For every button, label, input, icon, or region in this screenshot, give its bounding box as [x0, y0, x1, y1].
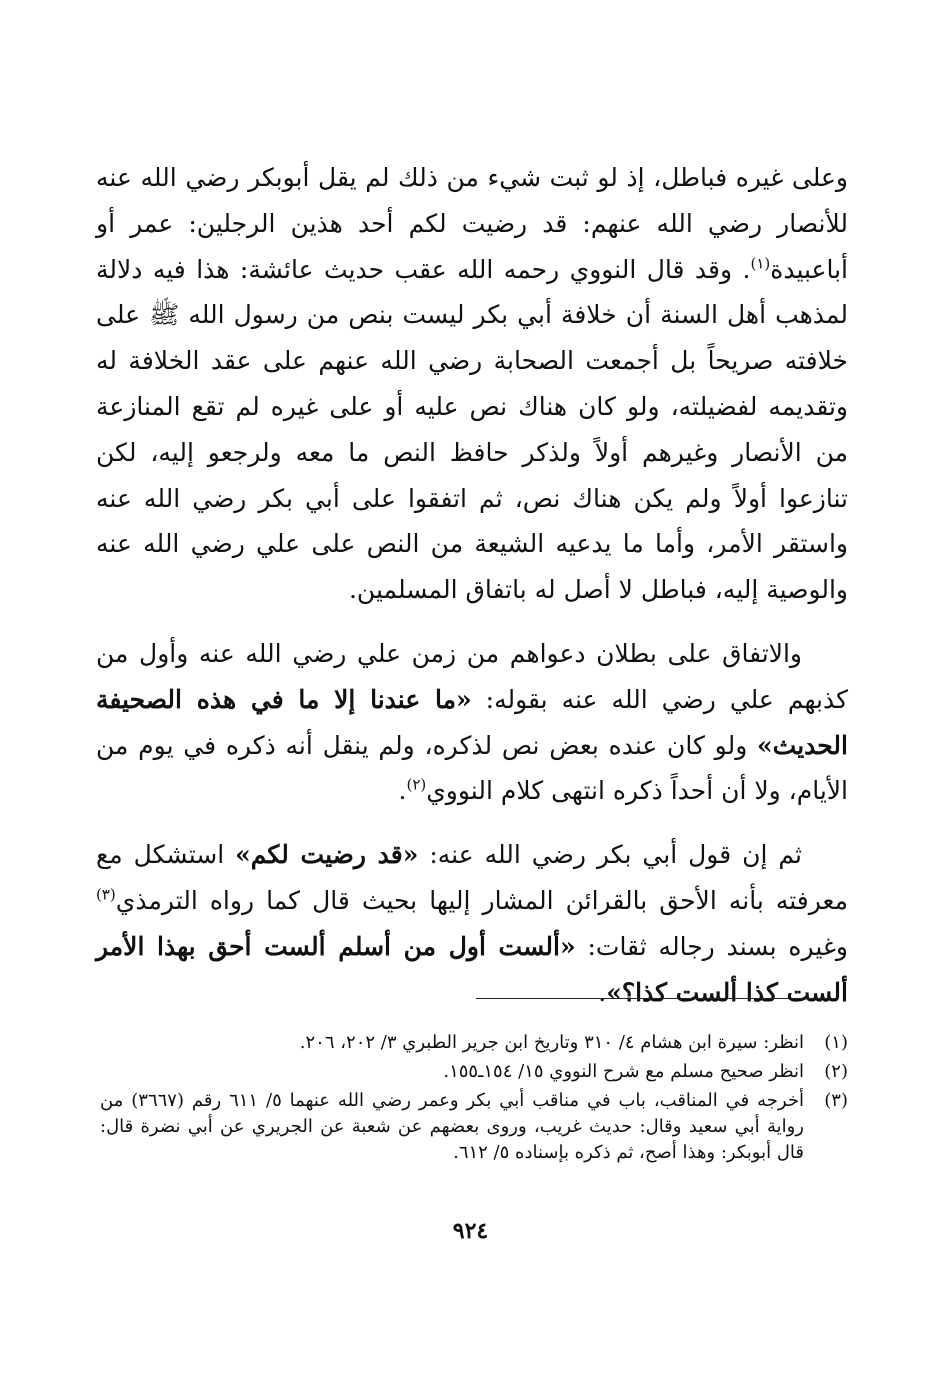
quote-qad-radit: «قد رضيت لكم»	[235, 840, 419, 870]
footnote-3-text: أخرجه في المناقب، باب في مناقب أبي بكر وعمر رضي الله عنهما ٥/ ٦١١ رقم (٣٦٦٧) من رواية أبي سعيد وقال: حديث غريب، وروى بعضهم عن شعبة عن الجريري عن أبي نضرة قال: قال أبوبكر: وهذا أصح، ثم ذكره بإسناده ٥/ ٦١٢.	[100, 1090, 804, 1163]
footnote-2	[100, 1059, 848, 1085]
footnotes	[100, 1030, 848, 1169]
paragraph-1	[96, 155, 848, 613]
paragraph-2-text-b: ولو كان عنده بعض نص لذكره، ولم ينقل أنه ذكره في يوم من الأيام، ولا أن أحداً ذكره انتهى كلام النووي	[96, 730, 848, 806]
footnote-ref-2: (٢)	[406, 776, 427, 795]
footnote-ref-1: (١)	[750, 254, 771, 273]
paragraph-3-text-a: ثم إن قول أبي بكر رضي الله عنه:	[418, 840, 802, 870]
paragraph-2	[96, 631, 848, 814]
hadith-quote: «ما عندنا إلا ما في هذه الصحيفة الحديث»	[96, 684, 848, 760]
page-number: ٩٢٤	[452, 1218, 489, 1244]
paragraph-1-continuation: . وقد قال النووي رحمه الله عقب حديث عائشة: هذا فيه دلالة لمذهب أهل السنة أن خلافة أبي بكر ليست بنص من رسول الله ﷺ على خلافته صريحاً بل أجمعت الصحابة رضي الله عنهم على عقد الخلافة له وتقديمه لفضيلته، ولو كان هناك نص عليه أو على غيره لم تقع المنازعة من الأنصار وغيرهم أولاً ولذكر حافظ النص ما معه ولرجعو إليه، لكن تنازعوا أولاً ولم يكن هناك نص، ثم اتفقوا على أبي بكر رضي الله عنه واستقر الأمر، وأما ما يدعيه الشيعة من النص على علي رضي الله عنه والوصية إليه، فباطل لا أصل له باتفاق المسلمين.	[96, 254, 848, 605]
footnote-ref-3: (٣)	[96, 885, 116, 904]
quote-alastu: «ألست أول من أسلم ألست أحق بهذا الأمر ألست كذا ألست كذا؟»	[96, 931, 848, 1007]
main-text	[96, 155, 848, 1033]
footnote-1-number: (١)	[824, 1032, 848, 1053]
footnote-2-number: (٢)	[824, 1061, 848, 1082]
paragraph-3-text-b: استشكل مع معرفته بأنه الأحق بالقرائن المشار إليها بحيث قال كما رواه الترمذي	[96, 840, 848, 915]
paragraph-1-text: وعلى غيره فباطل، إذ لو ثبت شيء من ذلك لم يقل أبوبكر رضي الله عنه للأنصار رضي الله عنهم: قد رضيت لكم أحد هذين الرجلين: عمر أو أباعبيدة	[96, 163, 848, 284]
footnote-1	[100, 1030, 848, 1056]
paragraph-3-end: .	[598, 977, 607, 1007]
footnote-3-number: (٣)	[824, 1090, 848, 1111]
paragraph-2-text-a: والاتفاق على بطلان دعواهم من زمن علي رضي الله عنه وأول من كذبهم علي رضي الله عنه بقوله:	[96, 638, 848, 714]
footnote-1-text: انظر: سيرة ابن هشام ٤/ ٣١٠ وتاريخ ابن جرير الطبري ٣/ ٢٠٢، ٢٠٦.	[299, 1032, 804, 1053]
footnote-separator	[476, 998, 832, 999]
paragraph-2-end: .	[398, 776, 407, 806]
footnote-3	[100, 1088, 848, 1166]
paragraph-3-text-c: وغيره بسند رجاله ثقات:	[575, 931, 849, 961]
footnote-2-text: انظر صحيح مسلم مع شرح النووي ١٥/ ١٥٤ـ١٥٥.	[443, 1061, 804, 1082]
paragraph-3	[96, 832, 848, 1015]
